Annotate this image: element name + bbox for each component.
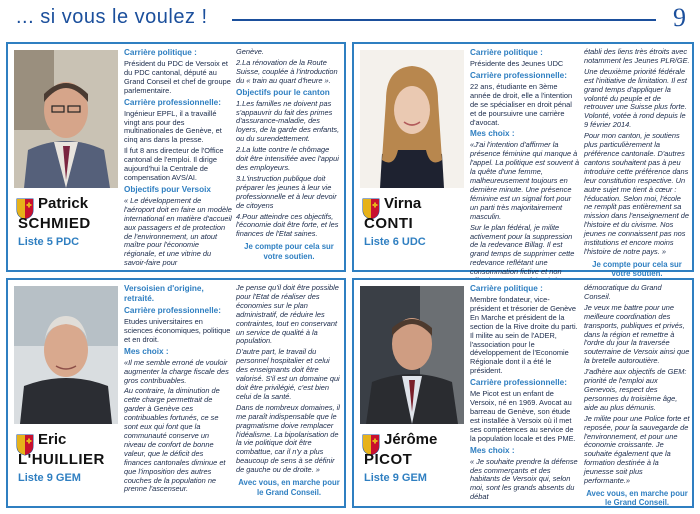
paragraph: Je milite pour une Police forte et reposée, pour la sauvegarde de l'environnement, et pour une économie croissante. Je souhaite également que la formation destinée à la jeunesse soit plus performante.» xyxy=(584,413,690,486)
paragraph: démocratique du Grand Conseil. xyxy=(584,283,662,301)
paragraph: 1.Les familles ne doivent pas s'appauvrir du fait des primes d'assurance-maladie, des loyers, de la garde des enfants, ou du surendettement. xyxy=(236,98,340,144)
paragraph: «Il me semble erroné de vouloir augmenter la charge fiscale des gros contribuables. xyxy=(124,357,229,385)
header-rule xyxy=(232,19,656,21)
candidate-photo xyxy=(14,286,118,424)
candidate-list: Liste 5 PDC xyxy=(18,236,80,248)
section-heading: Carrière politique : xyxy=(124,48,197,57)
page-title: ... si vous le voulez ! xyxy=(16,6,208,28)
text-column-left xyxy=(124,48,232,268)
candidate-first-name: Jérôme xyxy=(384,431,438,448)
section-heading: Carrière politique : xyxy=(470,284,543,293)
paragraph: Une deuxième priorité fédérale est l'initiative de limitation. Il est grand temps d'appliquer la volonté du peuple et de retrouver une Suisse plus forte. Volonté, votée à rond depuis le 9 février 2014. xyxy=(584,66,687,130)
paragraph: établi des liens très étroits avec notamment les Jeunes PLR/GE. xyxy=(584,47,690,65)
section-heading: Mes choix : xyxy=(470,129,515,139)
candidate-card xyxy=(6,278,346,508)
section-heading: Carrière professionnelle: xyxy=(124,306,221,315)
candidate-photo xyxy=(14,50,118,188)
candidate-photo xyxy=(360,50,464,188)
section-heading: Carrière professionnelle: xyxy=(470,378,567,388)
paragraph: Je veux me battre pour une meilleure coordination des transports, publiques et privés, dans la région et remettre à l'ordre du jour la traversée souterraine de Versoix ainsi que la bretelle autoroutière. xyxy=(584,302,690,366)
section-heading: Versoisien d'origine, retraité. xyxy=(124,284,204,303)
paragraph: «J'ai l'intention d'affirmer la présence féminine qui manque à l'appel. La politique est souvent à la quête d'une femme, malheureusement toujours en dernière minute. Une présence féminine est un signal fort pour un parti très majoritairement masculin. xyxy=(470,140,580,221)
paragraph: 2.La rénovation de la Route Suisse, couplée à l'introduction du « train au quart d'heure ». xyxy=(236,57,338,85)
paragraph: Me Picot est un enfant de Versoix, né en 1969. Avocat au barreau de Genève, son étude est installée à Versoix où il met ses compétences au service de la population locale et des PME. xyxy=(470,389,576,443)
candidate-last-name: PICOT xyxy=(364,451,413,468)
paragraph: D'autre part, le travail du personnel hospitalier et celui des enseignants doit être valorisé. S'il est un domaine qui doit être privilégié, c'est bien celui de la santé. xyxy=(236,347,340,401)
paragraph: « Je souhaite prendre la défense des commerçants et des habitants de Versoix qui, selon moi, sont les grands absents du débat xyxy=(470,456,578,502)
paragraph: Sur le plan fédéral, je milite activement pour la suppression de la redevance Billag. Il est grand temps de supprimer cette redevance reflétant une consommation fictive et non xyxy=(470,222,575,277)
section-heading: Carrière politique : xyxy=(470,48,543,57)
paragraph: Au contraire, la diminution de cette charge permettrait de garder à Genève ces contribuables fortunés, ce se sont eux qui font que la communauté conserve un niveau de confort de bonne valeur, que le déficit des finances cantonales diminue et que l'imposition des autres couches de la population ne prenne l'ascenseur. xyxy=(124,386,226,494)
paragraph: Genève. xyxy=(236,47,264,56)
text-column-left xyxy=(470,284,580,504)
paragraph: Ingénieur EPFL, il a travaillé vingt ans pour des multinationales de Genève, et cinq ans dans la presse. xyxy=(124,108,222,145)
closing-line: Avec vous, en marche pour le Grand Conseil. xyxy=(586,488,688,508)
text-column-right xyxy=(236,48,342,268)
section-heading: Mes choix : xyxy=(470,445,515,455)
section-heading: Carrière professionnelle: xyxy=(470,70,567,80)
page-number: 9 xyxy=(673,3,686,32)
candidate-first-name: Patrick xyxy=(38,195,89,212)
candidate-first-name: Eric xyxy=(38,431,67,448)
paragraph: Il fut 8 ans directeur de l'Office cantonal de l'emploi. Il dirige aujourd'hui la Centrale de compensation AVS/AI. xyxy=(124,146,224,182)
paragraph: 4.Pour atteindre ces objectifs, l'économie doit être forte, et les finances de l'Etat saines. xyxy=(236,211,339,239)
paragraph: 22 ans, étudiante en 3ème année de droit, elle a l'intention de se spécialiser en droit pénal et de poursuivre une carrière d'avocat. xyxy=(470,81,573,127)
closing-line: Avec vous, en marche pour le Grand Conseil. xyxy=(238,478,340,497)
paragraph: Etudes universitaires en sciences économiques, politique et en droit. xyxy=(124,317,231,344)
text-column-right xyxy=(584,283,690,508)
paragraph: 2.La lutte contre le chômage doit être intensifiée avec l'appui des employeurs. xyxy=(236,145,339,172)
paragraph: 3.L'instruction publique doit préparer les jeunes à leur vie professionnelle et à leur devoir de citoyens xyxy=(236,173,337,210)
section-heading: Objectifs pour Versoix xyxy=(124,184,211,194)
closing-line: Je compte pour cela sur votre soutien. xyxy=(244,242,334,261)
candidate-card xyxy=(352,278,694,508)
candidate-photo xyxy=(360,286,464,424)
candidate-card xyxy=(6,42,346,272)
paragraph: Président du PDC de Versoix et du PDC cantonal, député au Grand Conseil et chef de groupe parlementaire. xyxy=(124,59,231,95)
paragraph: Dans de nombreux domaines, il me paraît indispensable que le pragmatisme doive remplacer l'idéalisme. La bipolarisation de la vie politique doit être combattue, car il n'y a plus beaucoup de sens à se définir de gauche ou de droite. » xyxy=(236,402,340,475)
closing-line: Je compte pour cela sur votre soutien. xyxy=(592,259,682,279)
section-heading: Objectifs pour le canton xyxy=(236,87,330,97)
paragraph: Membre fondateur, vice-président et trésorier de Genève En Marche et président de la section de la Rive droite du parti. Il milite au sein de l'ADER, l'association pour le développement de l'Economie Régionale dont il a été le président. xyxy=(470,295,578,376)
text-column-left xyxy=(470,48,580,277)
paragraph: J'adhère aux objectifs de GEM: priorité de l'emploi aux Genevois, respect des personnes du troisième âge, aide au plus démunis. xyxy=(584,367,687,412)
text-column-right xyxy=(236,284,342,504)
candidate-first-name: Virna xyxy=(384,195,422,212)
candidate-list: Liste 6 UDC xyxy=(364,236,426,248)
text-column-left xyxy=(124,284,232,504)
candidate-last-name: L'HUILLIER xyxy=(18,451,105,468)
section-heading: Mes choix : xyxy=(124,346,169,356)
candidate-last-name: SCHMIED xyxy=(18,215,91,232)
text-column-right xyxy=(584,47,690,279)
section-heading: Carrière professionnelle: xyxy=(124,97,221,107)
paragraph: Présidente des Jeunes UDC xyxy=(470,59,564,68)
candidate-last-name: CONTI xyxy=(364,215,414,232)
candidate-list: Liste 9 GEM xyxy=(364,472,427,484)
paragraph: Pour mon canton, je soutiens plus particulièrement la préférence cantonale. D'autres cantons souhaitent pas à peu introduire cette préférence dans leur constitution respective. Un autre sujet me tient à cœur : l'éducation. Selon moi, l'école ne remplit pas entièrement sa mission dans l'enseignement de l'histoire et du civisme. Nos jeunes ne connaissent pas nos institutions et encore moins l'histoire de notre pays. » xyxy=(584,131,689,256)
candidate-list: Liste 9 GEM xyxy=(18,472,81,484)
candidate-card xyxy=(352,42,694,279)
page-header xyxy=(0,0,700,40)
paragraph: « Le développement de l'aéroport doit en faire un modèle international en matière d'accueil aux passagers et de protection de l'environnement, un atout maître pour l'économie régionale, et une vitrine du savoir-faire pour xyxy=(124,195,232,268)
paragraph: Je pense qu'il doit être possible pour l'Etat de réaliser des économies sur le plan administratif, de réduire les contraintes, tout en conservant un service de qualité à la population. xyxy=(236,283,339,346)
